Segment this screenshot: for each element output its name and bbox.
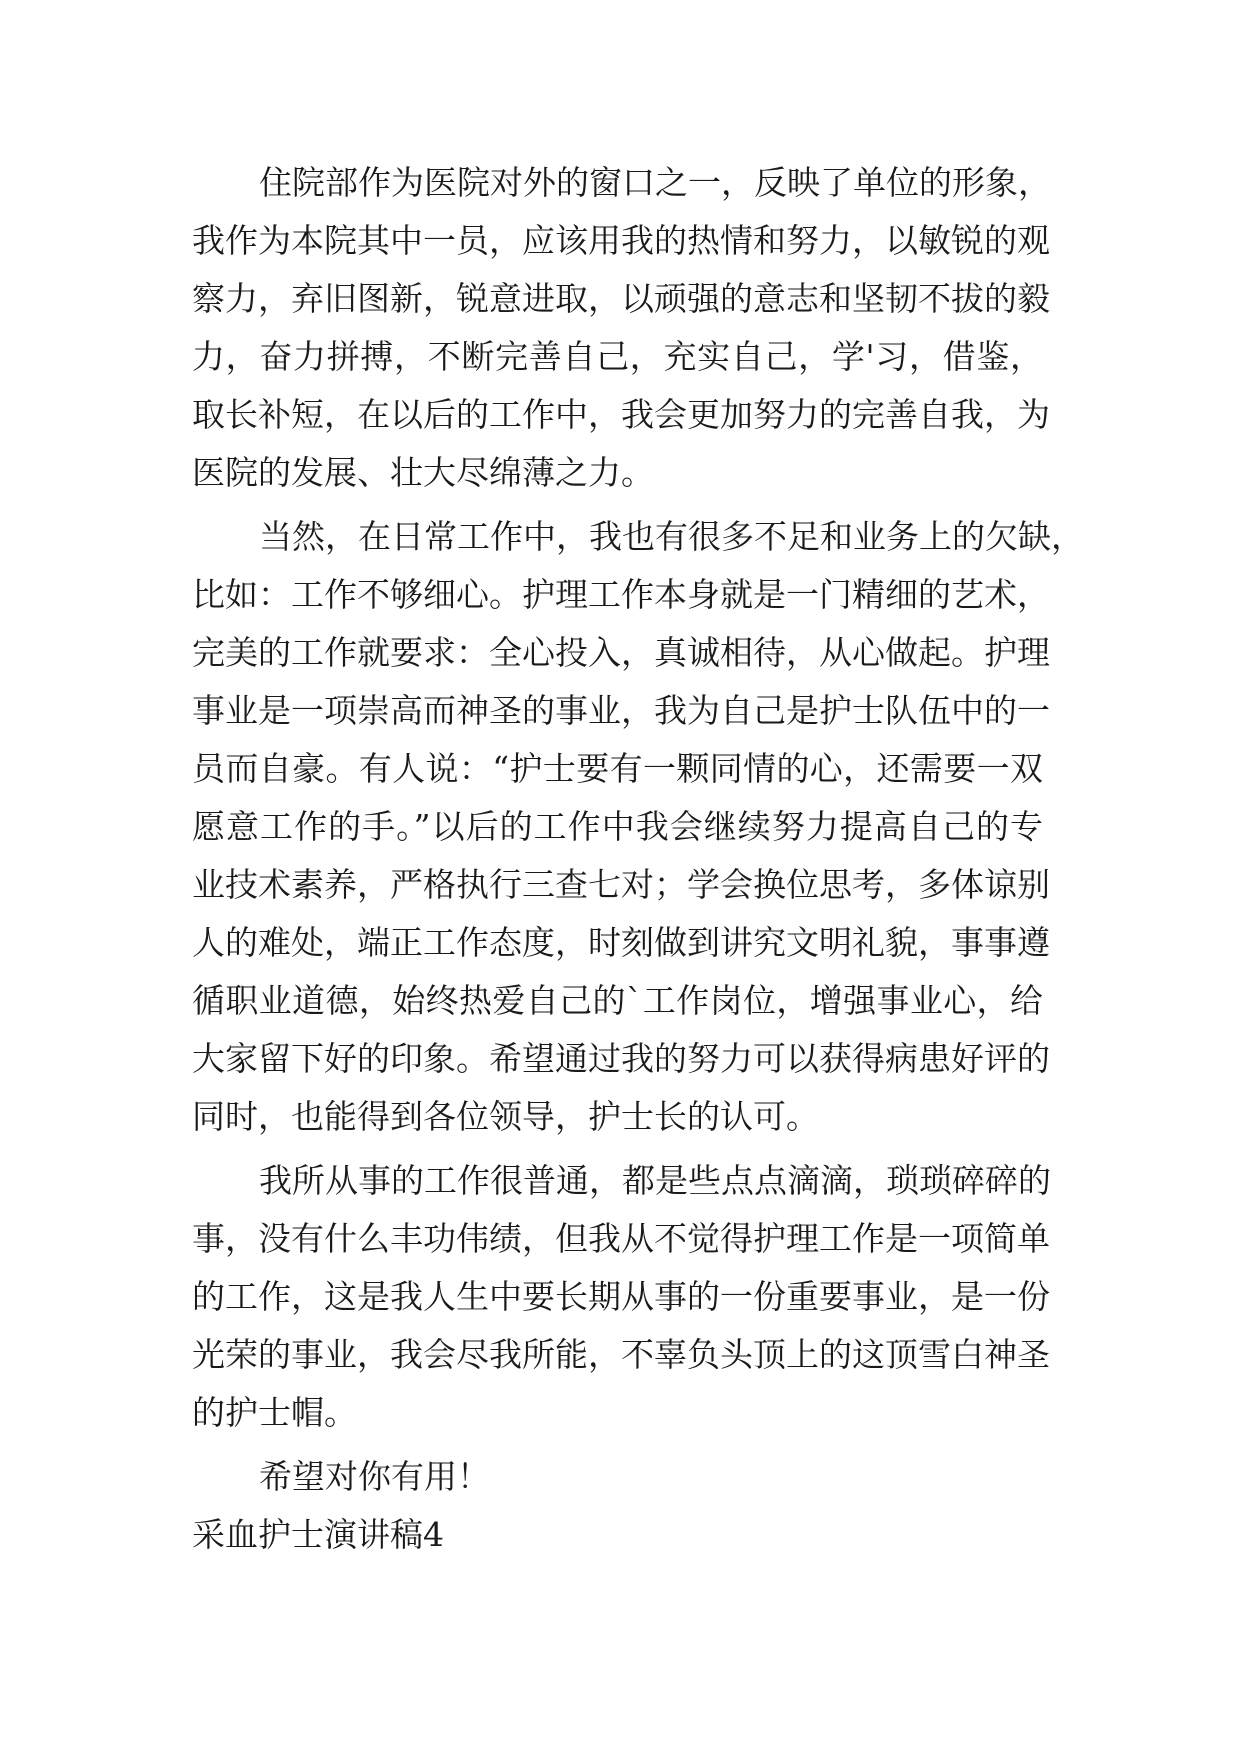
p2-line-9: 循职业道德，始终热爱自己的`工作岗位，增强事业心，给 — [192, 981, 1043, 1020]
p1-line-6: 医院的发展、壮大尽绵薄之力。 — [192, 453, 654, 492]
p2-line-3: 完美的工作就要求：全心投入，真诚相待，从心做起。护理 — [192, 633, 1050, 672]
p1-line-3: 察力，弃旧图新，锐意进取，以顽强的意志和坚韧不拔的毅 — [192, 279, 1050, 318]
p4-line-1: 希望对你有用！ — [259, 1457, 490, 1496]
p2-line-6: 愿意工作的手。”以后的工作中我会继续努力提高自己的专 — [192, 807, 1043, 846]
p2-line-10: 大家留下好的印象。希望通过我的努力可以获得病患好评的 — [192, 1039, 1050, 1078]
p1-line-2: 我作为本院其中一员，应该用我的热情和努力，以敏锐的观 — [192, 221, 1050, 260]
p2-line-4: 事业是一项崇高而神圣的事业，我为自己是护士队伍中的一 — [192, 691, 1050, 730]
p2-line-8: 人的难处，端正工作态度，时刻做到讲究文明礼貌，事事遵 — [192, 923, 1050, 962]
p3-line-5: 的护士帽。 — [192, 1393, 357, 1432]
p1-line-5: 取长补短，在以后的工作中，我会更加努力的完善自我，为 — [192, 395, 1050, 434]
p3-line-1: 我所从事的工作很普通，都是些点点滴滴，琐琐碎碎的 — [259, 1161, 1051, 1200]
p1-line-1: 住院部作为医院对外的窗口之一，反映了单位的形象， — [259, 163, 1051, 202]
p2-line-11: 同时，也能得到各位领导，护士长的认可。 — [192, 1097, 819, 1136]
p1-line-4: 力，奋力拼搏，不断完善自己，充实自己，学'习，借鉴， — [192, 337, 1043, 376]
p2-line-1: 当然，在日常工作中，我也有很多不足和业务上的欠缺， — [259, 517, 1084, 556]
p2-line-5: 员而自豪。有人说：“护士要有一颗同情的心，还需要一双 — [192, 749, 1043, 788]
p2-line-7: 业技术素养，严格执行三查七对；学会换位思考，多体谅别 — [192, 865, 1050, 904]
p2-line-2: 比如：工作不够细心。护理工作本身就是一门精细的艺术， — [192, 575, 1050, 614]
section-heading: 采血护士演讲稿4 — [192, 1515, 444, 1554]
p3-line-4: 光荣的事业，我会尽我所能，不辜负头顶上的这顶雪白神圣 — [192, 1335, 1050, 1374]
p3-line-2: 事，没有什么丰功伟绩，但我从不觉得护理工作是一项简单 — [192, 1219, 1050, 1258]
p3-line-3: 的工作，这是我人生中要长期从事的一份重要事业，是一份 — [192, 1277, 1050, 1316]
